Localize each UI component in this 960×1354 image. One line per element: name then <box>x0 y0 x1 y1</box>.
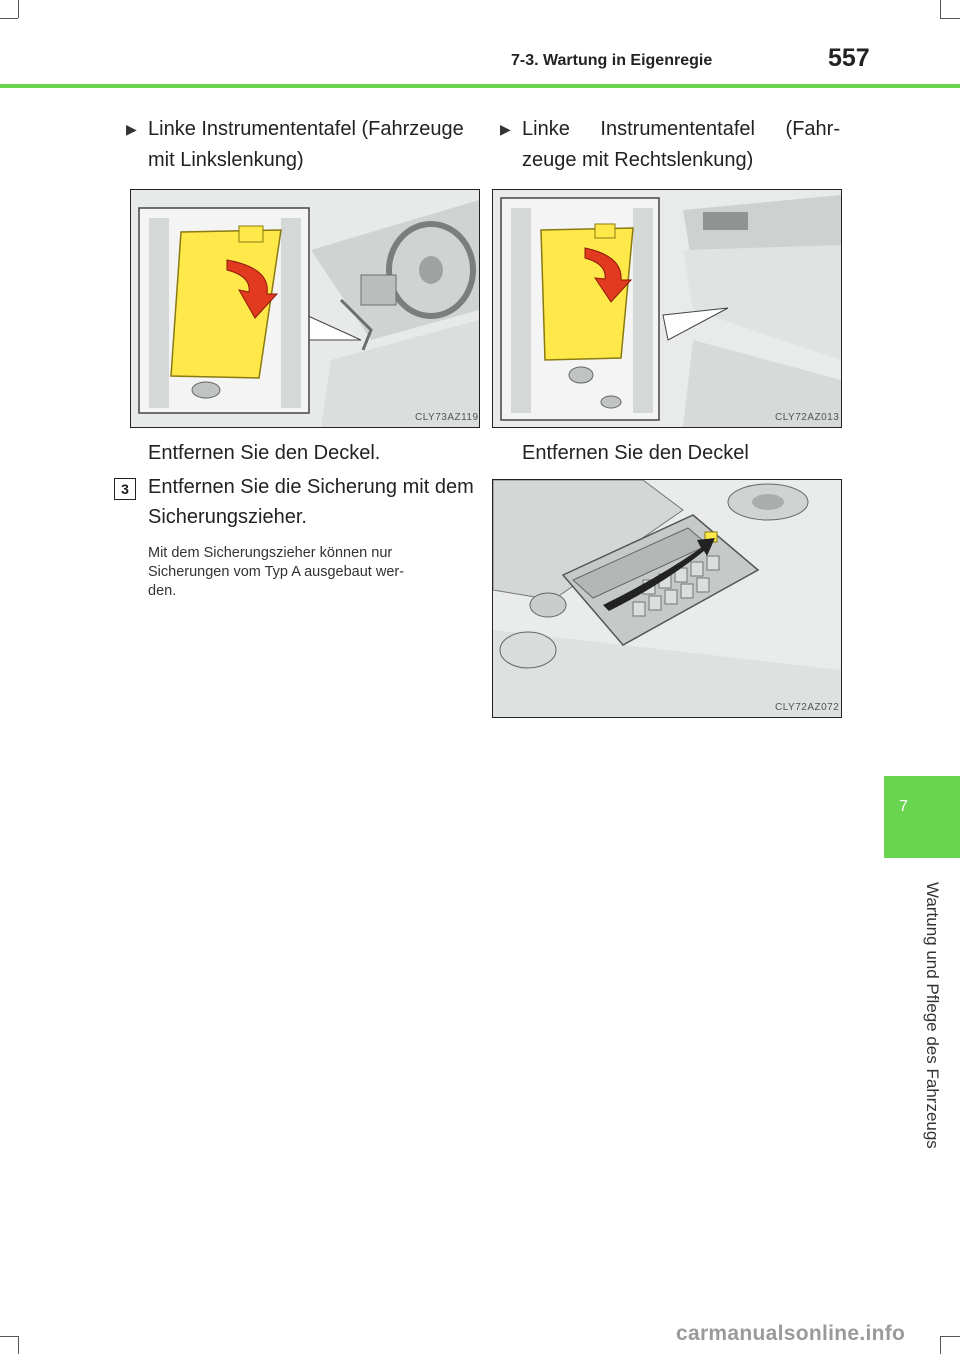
left-heading <box>148 114 464 176</box>
crop-mark <box>940 1336 941 1354</box>
figure-code: CLY72AZ072 <box>775 702 840 713</box>
figure-code: CLY72AZ013 <box>775 412 840 423</box>
step-text-line2: Sicherungszieher. <box>148 506 307 528</box>
section-title: 7-3. Wartung in Eigenregie <box>511 52 713 69</box>
crop-mark <box>18 1336 19 1354</box>
crop-mark <box>940 1336 960 1337</box>
step-text <box>148 472 474 532</box>
triangle-bullet-icon: ▶ <box>500 121 511 137</box>
step-badge: 3 <box>114 478 136 500</box>
crop-mark <box>0 1336 18 1337</box>
step-text-line1: Entfernen Sie die Sicherung mit dem <box>148 476 474 498</box>
crop-mark <box>940 18 960 19</box>
left-heading-line2: mit Linkslenkung) <box>148 149 304 171</box>
figure-code: CLY73AZ119 <box>415 412 479 423</box>
header-rule <box>0 84 960 88</box>
right-heading-line1: Linke Instrumententafel (Fahr- <box>522 118 840 140</box>
chapter-side-title: Wartung und Pflege des Fahrzeugs <box>923 882 942 1149</box>
note-line1: Mit dem Sicherungszieher können nur <box>148 545 393 561</box>
figure-lhd-dashboard <box>130 189 480 428</box>
chapter-tab <box>884 776 960 858</box>
footer-brand: carmanualsonline.info <box>676 1322 906 1345</box>
right-heading <box>522 114 840 176</box>
figure-rhd-dashboard <box>492 189 842 428</box>
chapter-number: 7 <box>899 798 908 815</box>
note-text <box>148 544 474 601</box>
figure-fuse-box <box>492 479 842 718</box>
crop-mark <box>0 18 18 19</box>
left-caption: Entfernen Sie den Deckel. <box>148 442 381 464</box>
right-heading-line2: zeuge mit Rechtslenkung) <box>522 149 754 171</box>
page-number: 557 <box>828 44 870 72</box>
triangle-bullet-icon: ▶ <box>126 121 137 137</box>
left-heading-line1: Linke Instrumententafel (Fahrzeuge <box>148 118 464 140</box>
note-line3: den. <box>148 583 177 599</box>
note-line2: Sicherungen vom Typ A ausgebaut wer- <box>148 564 405 580</box>
crop-mark <box>18 0 19 18</box>
crop-mark <box>940 0 941 18</box>
right-caption: Entfernen Sie den Deckel <box>522 442 749 464</box>
